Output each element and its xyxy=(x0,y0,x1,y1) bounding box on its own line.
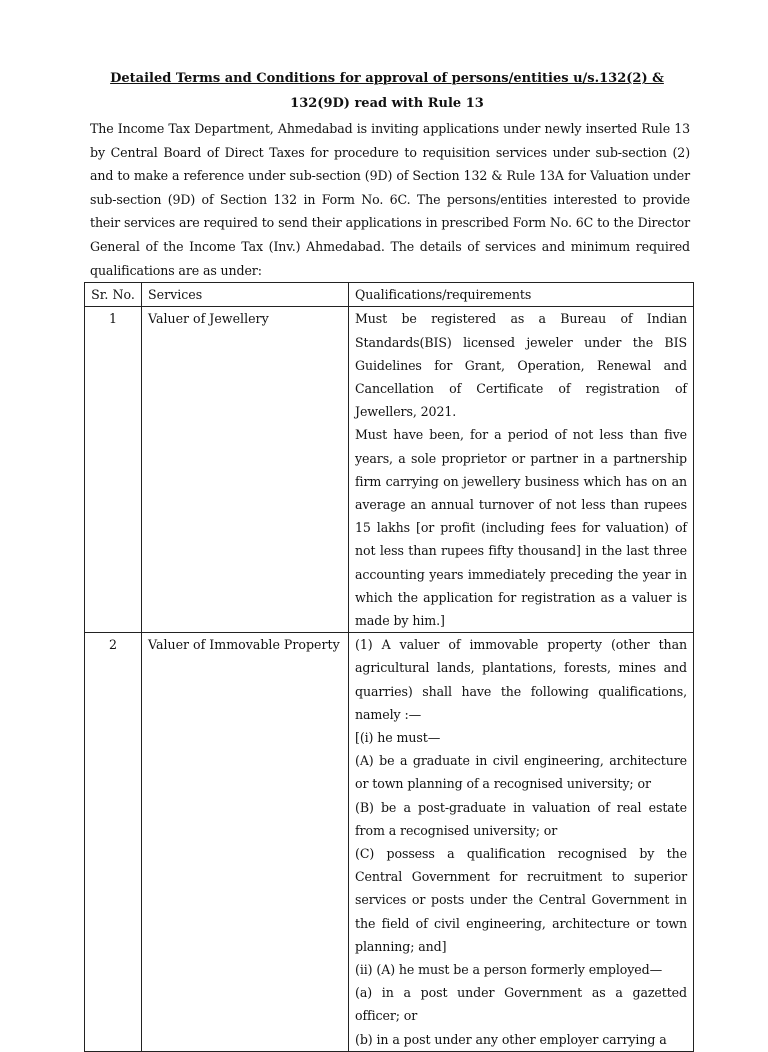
table-row xyxy=(85,307,694,633)
row-sr-no: 2 xyxy=(85,633,142,1052)
row-service: Valuer of Immovable Property xyxy=(142,633,349,1052)
row-service: Valuer of Jewellery xyxy=(142,307,349,633)
qualification-paragraph: (C) possess a qualification recognised by the Central Government for recruitment to superior services or posts under the Central Government in the field of civil engineering, architecture or town planning; and] xyxy=(355,846,687,954)
document-title xyxy=(84,66,690,116)
header-services: Services xyxy=(142,283,349,307)
qualification-paragraph: (b) in a post under any other employer carrying a xyxy=(355,1031,667,1047)
qualification-paragraph: (A) be a graduate in civil engineering, architecture or town planning of a recognised university; or xyxy=(355,753,687,792)
qualification-paragraph: [(i) he must— xyxy=(355,730,441,746)
services-table xyxy=(84,282,694,1052)
row-qualifications xyxy=(349,633,694,1052)
table-header-row xyxy=(85,283,694,307)
table-row xyxy=(85,633,694,1052)
qualification-paragraph: (a) in a post under Government as a gazetted officer; or xyxy=(355,985,687,1024)
intro-paragraph: The Income Tax Department, Ahmedabad is inviting applications under newly inserted Rule 13 by Central Board of Direct Taxes for procedure to requisition services under sub-section (2) and to make a reference under sub-section (9D) of Section 132 & Rule 13A for Valuation under sub-section (9D) of Section 132 in Form No. 6C. The persons/entities interested to provide their services are required to send their applications in prescribed Form No. 6C to the Director General of the Income Tax (Inv.) Ahmedabad. The details of services and minimum required qualifications are as under: xyxy=(90,121,690,278)
qualification-paragraph: (B) be a post-graduate in valuation of real estate from a recognised university; or xyxy=(355,799,687,838)
qualification-paragraph: Must be registered as a Bureau of Indian Standards(BIS) licensed jeweler under the BIS Guidelines for Grant, Operation, Renewal and Cancellation of Certificate of registration of Jewellers, 2021. xyxy=(355,311,687,420)
header-sr-no: Sr. No. xyxy=(85,283,142,307)
row-sr-no: 1 xyxy=(85,307,142,633)
header-qualifications: Qualifications/requirements xyxy=(349,283,694,307)
qualification-paragraph: (ii) (A) he must be a person formerly employed— xyxy=(355,962,663,978)
title-line-2: 132(9D) read with Rule 13 xyxy=(290,96,484,111)
title-line-1: Detailed Terms and Conditions for approval of persons/entities u/s.132(2) & xyxy=(110,71,664,86)
row-qualifications xyxy=(349,307,694,633)
qualification-paragraph: (1) A valuer of immovable property (other than agricultural lands, plantations, forests, mines and quarries) shall have the following qualifications, namely :— xyxy=(355,637,687,722)
qualification-paragraph: Must have been, for a period of not less than five years, a sole proprietor or partner in a partnership firm carrying on jewellery business which has on an average an annual turnover of not less than rupees 15 lakhs [or profit (including fees for valuation) of not less than rupees fifty thousand] in the last three accounting years immediately preceding the year in which the application for registration as a valuer is made by him.] xyxy=(355,427,687,628)
